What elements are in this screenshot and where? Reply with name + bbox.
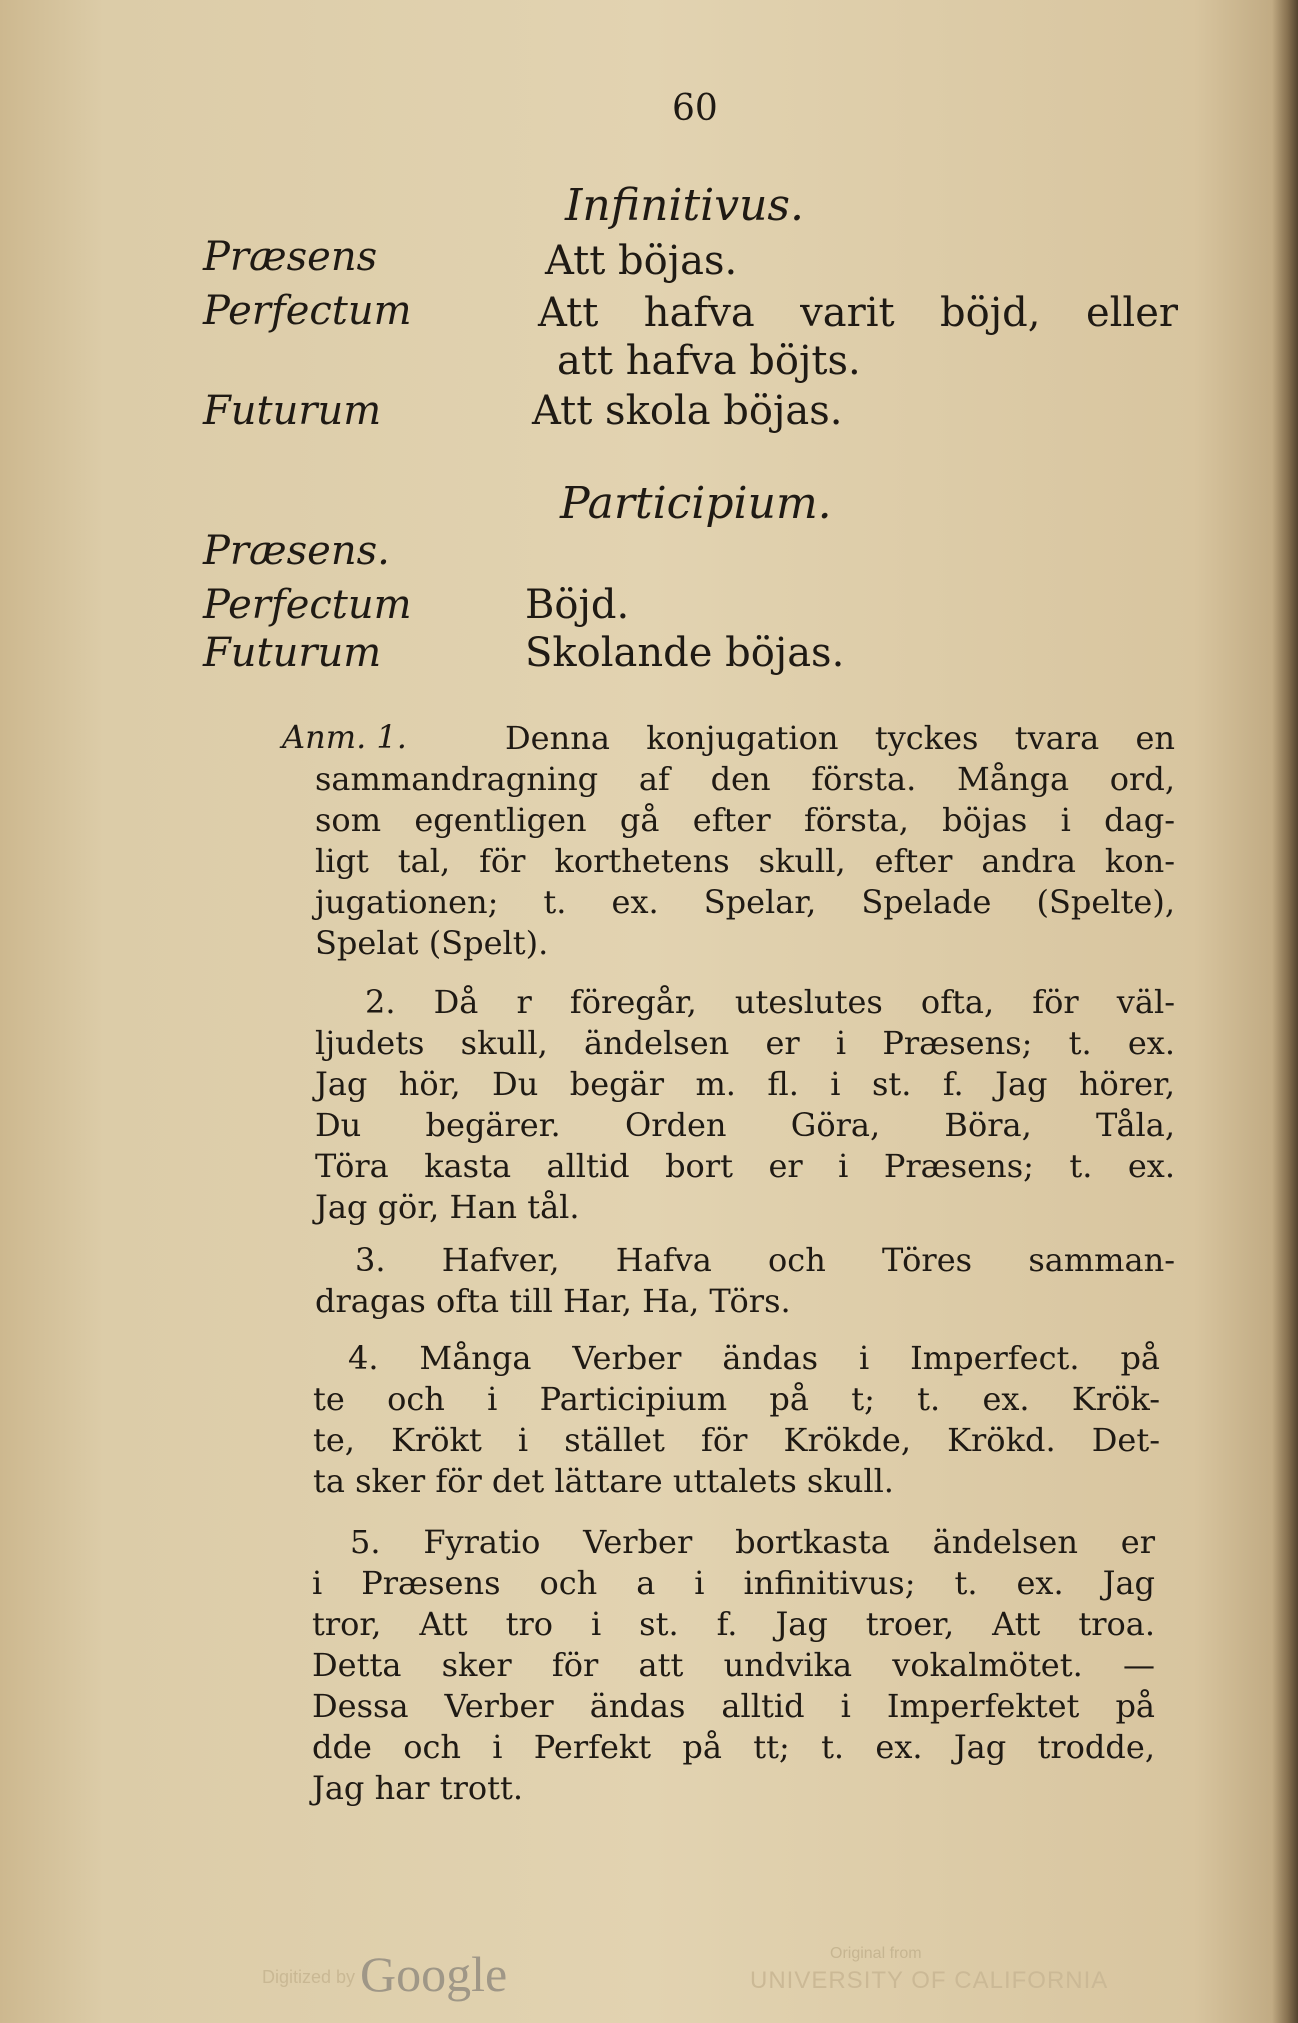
note2-line-2: ljudets skull, ändelsen er i Præsens; t. ex.: [315, 1024, 1175, 1062]
note2-line-4: Du begärer. Orden Göra, Böra, Tåla,: [315, 1106, 1175, 1144]
part-tense-perfectum: Perfectum: [203, 582, 412, 628]
note3-line-1: 3. Hafver, Hafva och Töres samman-: [355, 1241, 1175, 1279]
note4-line-2: te och i Participium på t; t. ex. Krök-: [313, 1380, 1160, 1418]
inf-form-praesens: Att böjas.: [545, 238, 738, 284]
original-from-text: Original from: [830, 1945, 922, 1962]
note3-line-2: dragas ofta till Har, Ha, Törs.: [315, 1282, 791, 1320]
note5-line-7: Jag har trott.: [312, 1769, 524, 1807]
inf-form-futurum: Att skola böjas.: [532, 388, 843, 434]
participium-heading: Participium.: [560, 478, 832, 529]
note1-line-3: som egentligen gå efter första, böjas i dag-: [315, 801, 1175, 839]
digitization-footer: [0, 1945, 1298, 2005]
digitized-by-text: Digitized by: [262, 1967, 356, 1987]
note1-line-1: Denna konjugation tyckes tvara en: [505, 719, 1175, 757]
part-tense-futurum: Futurum: [203, 630, 382, 676]
note1-line-6: Spelat (Spelt).: [315, 924, 549, 962]
note2-line-1: 2. Då r föregår, uteslutes ofta, för väl-: [365, 983, 1175, 1021]
note1-label: Anm. 1.: [282, 718, 407, 756]
note4-line-1: 4. Många Verber ändas i Imperfect. på: [348, 1339, 1160, 1377]
part-form-perfectum: Böjd.: [525, 582, 630, 628]
note5-line-1: 5. Fyratio Verber bortkasta ändelsen er: [350, 1523, 1155, 1561]
inf-form-perfectum-1: Att hafva varit böjd, eller: [538, 290, 1178, 336]
institution-text: UNIVERSITY OF CALIFORNIA: [750, 1967, 1109, 1994]
part-tense-praesens: Præsens.: [203, 528, 390, 574]
note1-line-2: sammandragning af den första. Många ord,: [315, 760, 1175, 798]
part-form-futurum: Skolande böjas.: [525, 630, 845, 676]
inf-tense-futurum: Futurum: [203, 388, 382, 434]
inf-tense-praesens: Præsens: [203, 234, 378, 280]
note4-line-4: ta sker för det lättare uttalets skull.: [313, 1462, 894, 1500]
note5-line-6: dde och i Perfekt på tt; t. ex. Jag trodde,: [312, 1728, 1155, 1766]
infinitivus-heading: Infinitivus.: [565, 180, 804, 231]
note5-line-4: Detta sker för att undvika vokalmötet. —: [312, 1646, 1155, 1684]
note2-line-3: Jag hör, Du begär m. fl. i st. f. Jag hörer,: [315, 1065, 1175, 1103]
note1-line-4: ligt tal, för korthetens skull, efter andra kon-: [315, 842, 1175, 880]
note5-line-2: i Præsens och a i infinitivus; t. ex. Jag: [312, 1564, 1155, 1602]
note2-line-5: Töra kasta alltid bort er i Præsens; t. ex.: [315, 1147, 1175, 1185]
note4-line-3: te, Krökt i stället för Krökde, Krökd. Det-: [313, 1421, 1160, 1459]
note1-line-5: jugationen; t. ex. Spelar, Spelade (Spelte),: [315, 883, 1175, 921]
note2-line-6: Jag gör, Han tål.: [315, 1188, 580, 1226]
note5-line-3: tror, Att tro i st. f. Jag troer, Att troa.: [312, 1605, 1155, 1643]
page-edge-shadow: [1272, 0, 1298, 2023]
inf-tense-perfectum: Perfectum: [203, 288, 412, 334]
page-number: 60: [672, 88, 718, 129]
note5-line-5: Dessa Verber ändas alltid i Imperfektet på: [312, 1687, 1155, 1725]
inf-form-perfectum-2: att hafva böjts.: [557, 338, 861, 384]
google-watermark: Google: [360, 1946, 508, 2002]
